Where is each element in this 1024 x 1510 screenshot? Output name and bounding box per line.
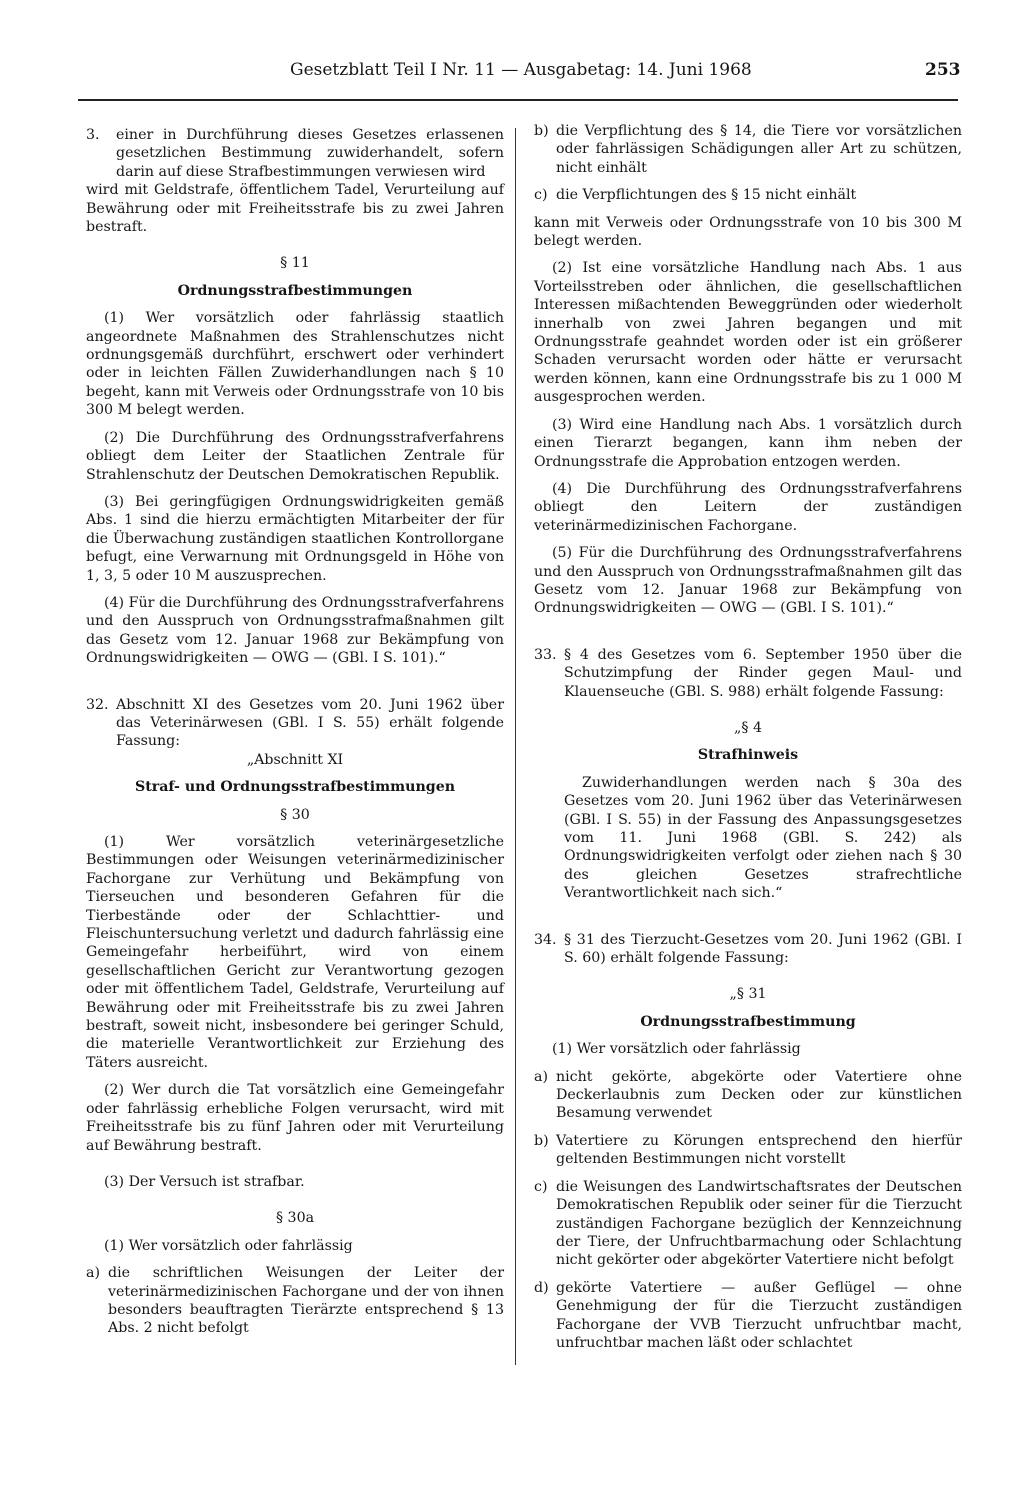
- list-letter: a): [534, 1068, 548, 1085]
- list-letter: b): [534, 123, 549, 139]
- list-text: die Verpflichtungen des § 15 nicht einhält: [556, 187, 857, 204]
- item-text: Abschnitt XI des Gesetzes vom 20. Juni 1962 über das Veterinärwesen (GBl. I S. 55) erhält folgende Fassung:: [116, 696, 504, 750]
- item-text: § 31 des Tierzucht-Gesetzes vom 20. Juni 1962 (GBl. I S. 60) erhält folgende Fassung:: [564, 931, 962, 967]
- section-title: Straf- und Ordnungsstrafbestimmungen: [134, 779, 456, 796]
- section-title: Ordnungsstrafbestimmung: [640, 1013, 856, 1030]
- section-heading: „§ 31: [729, 986, 767, 1003]
- item-number: 34.: [534, 931, 557, 948]
- abschnitt-heading: „Abschnitt XI: [246, 751, 344, 768]
- list-letter: c): [534, 1178, 548, 1195]
- paragraph: (1) Wer vorsätzlich oder fahrlässig staatlich angeordnete Maßnahmen des Strahlenschutzes nicht ordnungsgemäß durchführt, erschwert oder verhindert oder in leichten Fällen Zuwiderhandlungen nach § 10 begeht, kann mit Verweis oder Ordnungsstrafe von 10 bis 300 M belegt werden.: [86, 310, 504, 419]
- paragraph: (2) Die Durchführung des Ordnungsstrafverfahrens obliegt dem Leiter der Staatlichen Zentrale für Strahlenschutz der Deutschen Demokratischen Republik.: [86, 429, 504, 483]
- list-letter: c): [534, 187, 548, 204]
- paragraph: (1) Wer vorsätzlich oder fahrlässig: [552, 1041, 801, 1058]
- page-number: 253: [925, 60, 961, 80]
- item-text: einer in Durchführung dieses Gesetzes erlassenen gesetzlichen Bestimmung zuwiderhandelt, sofern darin auf diese Strafbestimmungen verwiesen wird: [116, 127, 504, 180]
- item-text: § 4 des Gesetzes vom 6. September 1950 über die Schutzimpfung der Rinder gegen Maul- und Klauenseuche (GBl. S. 988) erhält folgende Fassung:: [564, 646, 962, 700]
- paragraph: (5) Für die Durchführung des Ordnungsstrafverfahrens und den Ausspruch von Ordnungsstrafmaßnahmen gilt das Gesetz vom 12. Januar 1968 zur Bekämpfung von Ordnungswidrigkeiten — OWG — (GBl. I S. 101).“: [534, 545, 962, 617]
- item-number: 3.: [86, 127, 100, 143]
- item-32: [86, 696, 504, 751]
- header-title: Gesetzblatt Teil I Nr. 11 — Ausgabetag: 14. Juni 1968: [290, 60, 752, 80]
- item-3: [86, 126, 504, 181]
- item-33: [534, 646, 962, 701]
- section-heading: „§ 4: [734, 719, 762, 736]
- section-title: Ordnungsstrafbestimmungen: [177, 282, 413, 299]
- paragraph: Zuwiderhandlungen werden nach § 30a des Gesetzes vom 20. Juni 1962 über das Veterinärwesen (GBl. I S. 55) in der Fassung des Anpassungsgesetzes vom 11. Juni 1968 (GBl. S. 242) als Ordnungswidrigkeiten verfolgt oder ziehen nach § 30 des gleichen Gesetzes strafrechtliche Verantwortlichkeit nach sich.“: [564, 774, 962, 902]
- column-divider: [515, 128, 516, 1365]
- page-header: [0, 60, 1024, 88]
- penalty-text: kann mit Verweis oder Ordnungsstrafe von 10 bis 300 M belegt werden.: [534, 214, 962, 250]
- item-number: 33.: [534, 646, 557, 663]
- section-heading: § 30: [280, 806, 310, 823]
- right-column: [534, 122, 962, 1352]
- paragraph: (3) Wird eine Handlung nach Abs. 1 vorsätzlich durch einen Tierarzt begangen, kann ihm neben der Ordnungsstrafe die Approbation entzogen werden.: [534, 416, 962, 470]
- list-text: die Verpflichtung des § 14, die Tiere vor vorsätzlichen oder fahrlässigen Schädigungen aller Art zu schützen, nicht einhält: [556, 123, 962, 176]
- paragraph: (1) Wer vorsätzlich oder fahrlässig: [104, 1237, 353, 1254]
- paragraph: (2) Wer durch die Tat vorsätzlich eine Gemeingefahr oder fahrlässig erhebliche Folgen verursacht, wird mit Freiheitsstrafe bis zu fünf Jahren oder mit Verurteilung auf Bewährung bestraft.: [86, 1082, 504, 1154]
- section-heading: § 11: [280, 255, 310, 272]
- list-letter: d): [534, 1279, 549, 1296]
- header-rule: [78, 99, 958, 101]
- list-item: [534, 186, 962, 204]
- left-column: [86, 126, 504, 1338]
- list-item: [534, 1068, 962, 1123]
- list-item: [534, 1178, 962, 1270]
- section-title: Strafhinweis: [697, 747, 799, 764]
- paragraph: (3) Der Versuch ist strafbar.: [104, 1173, 305, 1190]
- list-text: Vatertiere zu Körungen entsprechend den hierfür geltenden Bestimmungen nicht vorstellt: [556, 1132, 962, 1168]
- paragraph: (2) Ist eine vorsätzliche Handlung nach Abs. 1 aus Vorteilsstreben oder ähnlichen, die gesellschaftlichen Interessen mißachtenden Beweggründen oder wiederholt innerhalb von zwei Jahren begangen und mit Ordnungsstrafe geahndet worden oder ist ein größerer Schaden verursacht worden oder hätte er verursacht werden können, kann eine Ordnungsstrafe bis zu 1 000 M ausgesprochen werden.: [534, 260, 962, 406]
- paragraph: (3) Bei geringfügigen Ordnungswidrigkeiten gemäß Abs. 1 sind die hierzu ermächtigten Mitarbeiter der für die Überwachung zuständigen staatlichen Kontrollorgane befugt, eine Verwarnung mit Ordnungsgeld in Höhe von 1, 3, 5 oder 10 M auszusprechen.: [86, 493, 504, 584]
- paragraph: (4) Die Durchführung des Ordnungsstrafverfahrens obliegt den Leitern der zuständigen veterinärmedizinischen Fachorgane.: [534, 480, 962, 534]
- list-item: [534, 1279, 962, 1353]
- paragraph: (4) Für die Durchführung des Ordnungsstrafverfahrens und den Ausspruch von Ordnungsstrafmaßnahmen gilt das Gesetz vom 12. Januar 1968 zur Bekämpfung von Ordnungswidrigkeiten — OWG — (GBl. I S. 101).“: [86, 594, 504, 667]
- list-letter: a): [86, 1265, 100, 1282]
- list-text: die schriftlichen Weisungen der Leiter der veterinärmedizinischen Fachorgane und der von ihnen besonders beauftragten Tierärzte entsprechend § 13 Abs. 2 nicht befolgt: [108, 1265, 504, 1337]
- list-item: [534, 122, 962, 177]
- list-item: [86, 1264, 504, 1338]
- list-text: nicht gekörte, abgekörte oder Vatertiere ohne Deckerlaubnis zum Decken oder zur künstlichen Besamung verwendet: [556, 1068, 962, 1122]
- list-text: gekörte Vatertiere — außer Geflügel — ohne Genehmigung der für die Tierzucht zuständigen Fachorgane der VVB Tierzucht unfruchtbar macht, unfruchtbar machen läßt oder schlachtet: [556, 1279, 962, 1351]
- list-item: [534, 1132, 962, 1169]
- item-3-penalty: wird mit Geldstrafe, öffentlichem Tadel, Verurteilung auf Bewährung oder mit Freiheitsstrafe bis zu zwei Jahren bestraft.: [86, 182, 504, 236]
- list-text: die Weisungen des Landwirtschaftsrates der Deutschen Demokratischen Republik oder seiner für die Tierzucht zuständigen Fachorgane bezüglich der Kennzeichnung der Tiere, der Unfruchtbarmachung oder Schlachtung nicht gekörter oder abgekörter Vatertiere nicht befolgt: [556, 1178, 962, 1269]
- item-number: 32.: [86, 696, 109, 713]
- paragraph: (1) Wer vorsätzlich veterinärgesetzliche Bestimmungen oder Weisungen veterinärmedizinischer Fachorgane zur Verhütung und Bekämpfung von Tierseuchen und besonderen Gefahren für die Tierbestände oder der Schlachttier- und Fleischuntersuchung verletzt und dadurch fahrlässig eine Gemeingefahr herbeiführt, wird von einem gesellschaftlichen Gericht zur Verantwortung gezogen oder mit öffentlichem Tadel, Geldstrafe, Verurteilung auf Bewährung oder mit Freiheitsstrafe bis zu zwei Jahren bestraft, soweit nicht, insbesondere bei geringer Schuld, die materielle Verantwortlichkeit zur Erziehung des Täters ausreicht.: [86, 834, 504, 1071]
- section-heading: § 30a: [275, 1210, 315, 1227]
- item-34: [534, 931, 962, 968]
- list-letter: b): [534, 1132, 549, 1149]
